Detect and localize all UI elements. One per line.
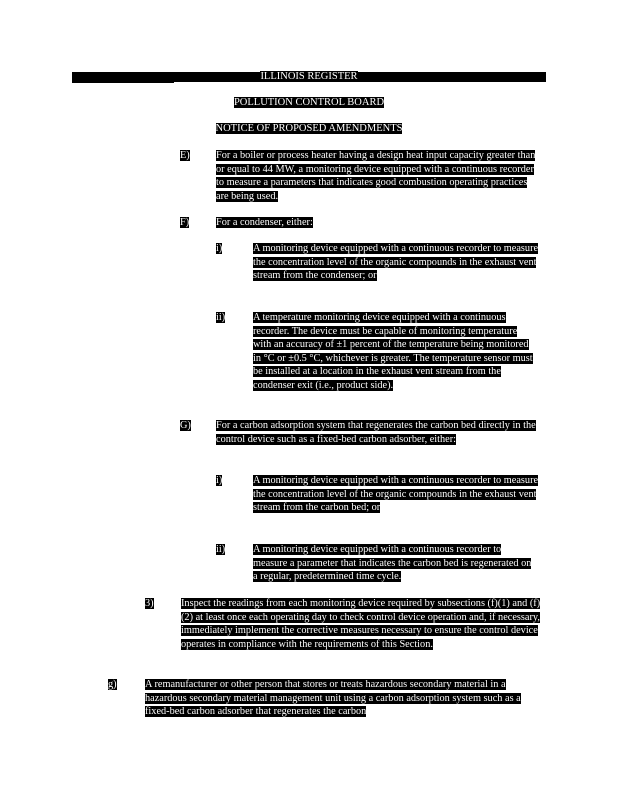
item-f-ii-marker: ii) (216, 312, 226, 323)
board-title: POLLUTION CONTROL BOARD (233, 97, 385, 108)
item-g-lower-text: A remanufacturer or other person that stores or treats hazardous secondary material in a hazardous secondary material management unit using a carbon adsorption system such as a fixed-bed carbon adsorber that regenerates the carbon (145, 679, 521, 717)
item-3-marker: 3) (145, 598, 154, 609)
item-e-marker: E) (180, 150, 190, 161)
item-g-marker: G) (180, 420, 191, 431)
item-3-text: Inspect the readings from each monitoring device required by subsections (f)(1) and (f)(2) at least once each operating day to check control device operation and, if necessary, immediately implement the corrective measures necessary to ensure the control device operates in compliance with the requirements of this Section. (181, 598, 541, 650)
item-g-i-text: A monitoring device equipped with a continuous recorder to measure the concentration level of the organic compounds in the exhaust vent stream from the carbon bed; or (253, 475, 539, 513)
item-f-i-text: A monitoring device equipped with a continuous recorder to measure the concentration level of the organic compounds in the exhaust vent stream from the condenser; or (253, 243, 539, 281)
item-g-ii-marker: ii) (216, 544, 226, 555)
item-f-text: For a condenser, either: (216, 217, 313, 228)
item-g-ii-text: A monitoring device equipped with a continuous recorder to measure a parameter that indicates the carbon bed is regenerated on a regular, predetermined time cycle. (253, 544, 532, 582)
item-e-text: For a boiler or process heater having a design heat input capacity greater than or equal to 44 MW, a monitoring device equipped with a continuous recorder to measure a parameters that indicates good combustion operating practices are being used. (216, 150, 536, 202)
item-f-marker: F) (180, 217, 190, 228)
item-f-ii-text: A temperature monitoring device equipped with a continuous recorder. The device must be capable of monitoring temperature with an accuracy of ±1 percent of the temperature being monitored in °C or ±0.5 °C, whichever is greater. The temperature sensor must be installed at a location in the exhaust vent stream from the condenser exit (i.e., product side). (253, 312, 533, 391)
item-g-lower-marker: g) (108, 679, 117, 690)
item-g-i-marker: i) (216, 475, 223, 486)
register-title: ILLINOIS REGISTER (260, 71, 358, 82)
notice-title: NOTICE OF PROPOSED AMENDMENTS (215, 123, 403, 134)
item-f-i-marker: i) (216, 243, 223, 254)
item-g-text: For a carbon adsorption system that regenerates the carbon bed directly in the control device such as a fixed-bed carbon adsorber, either: (216, 420, 536, 445)
